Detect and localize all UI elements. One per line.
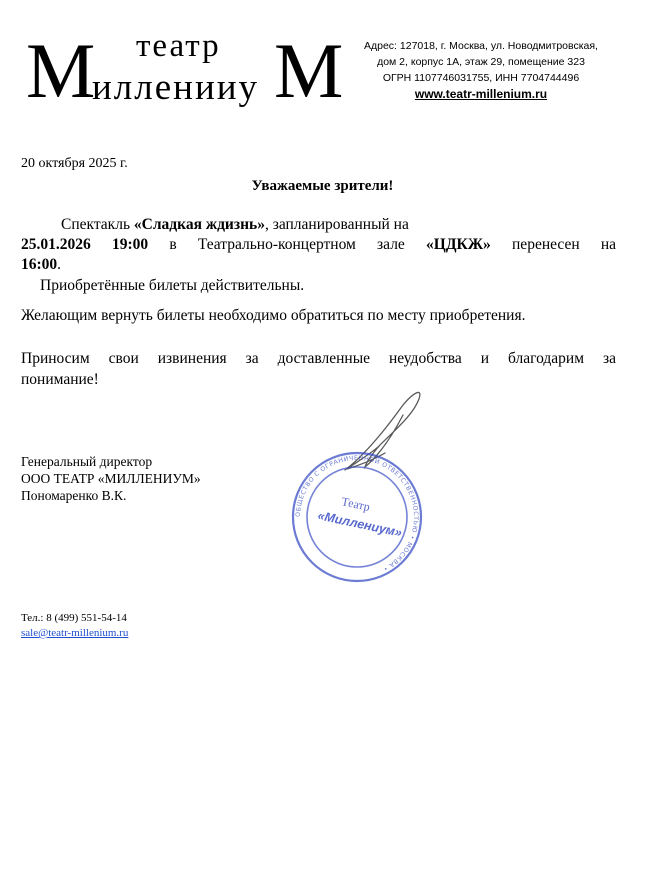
seal-text-teatr: Театр <box>340 494 372 514</box>
new-time: 16:00 <box>21 256 58 273</box>
theatre-logo <box>24 27 354 114</box>
old-datetime: 25.01.2026 19:00 <box>21 236 149 253</box>
apology-paragraph <box>21 348 616 390</box>
venue-name: «ЦДКЖ» <box>426 236 491 253</box>
signature-block <box>21 453 201 504</box>
text-span: в Театрально-концертном зале <box>148 236 427 253</box>
company-address-block <box>350 38 612 102</box>
announcement-line-1 <box>21 215 616 235</box>
logo-word-millenium: илленииу <box>92 67 260 108</box>
logo-word-teatr: театр <box>136 28 221 64</box>
seal-text-millenium: «Миллениум» <box>316 508 404 540</box>
announcement-line-3 <box>21 255 616 275</box>
announcement-paragraph <box>21 215 616 275</box>
address-line: Адрес: 127018, г. Москва, ул. Новодмитровская, <box>364 40 598 52</box>
announcement-line-2 <box>21 235 616 255</box>
tickets-valid-text: Приобретённые билеты действительны. <box>40 277 305 294</box>
text-span: перенесен на <box>490 236 616 253</box>
website-link[interactable]: www.teatr-millenium.ru <box>414 87 548 101</box>
text-span: , запланированный на <box>264 216 409 233</box>
email-link[interactable]: sale@teatr-millenium.ru <box>21 627 129 639</box>
company-seal-stamp <box>285 385 445 585</box>
apology-line-2: понимание! <box>21 371 99 388</box>
show-title: «Сладкая ждизнь» <box>133 216 265 233</box>
logo-letter-left: М <box>26 27 96 114</box>
apology-line-1: Приносим свои извинения за доставленные неудобства и благодарим за <box>21 350 616 367</box>
signatory-name: Пономаренко В.К. <box>21 488 127 503</box>
phone-number: Тел.: 8 (499) 551-54-14 <box>21 612 127 624</box>
seal-ring-text: ОБЩЕСТВО С ОГРАНИЧЕННОЙ ОТВЕТСТВЕННОСТЬЮ • МОСКВА • <box>294 454 420 573</box>
letter-greeting: Уважаемые зрители! <box>251 178 394 194</box>
footer-contacts <box>21 611 128 641</box>
text-span: Спектакль <box>61 216 134 233</box>
refund-text: Желающим вернуть билеты необходимо обратиться по месту приобретения. <box>21 307 526 324</box>
signatory-position: Генеральный директор <box>21 454 153 469</box>
logo-letter-right: М <box>274 27 344 114</box>
letter-date: 20 октября 2025 г. <box>21 156 128 171</box>
address-line: дом 2, корпус 1А, этаж 29, помещение 323 <box>377 56 585 68</box>
signatory-company: ООО ТЕАТР «МИЛЛЕНИУМ» <box>21 471 201 486</box>
registration-line: ОГРН 1107746031755, ИНН 7704744496 <box>382 72 580 84</box>
text-span: . <box>57 256 62 273</box>
